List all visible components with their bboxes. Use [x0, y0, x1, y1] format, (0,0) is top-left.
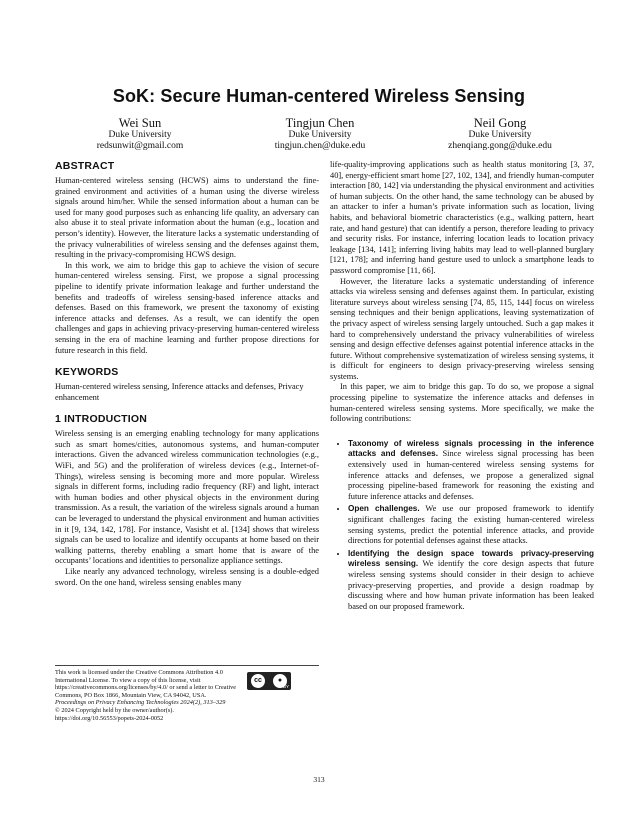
- author-email: zhenqiang.gong@duke.edu: [448, 141, 552, 151]
- author-name: Neil Gong: [473, 116, 527, 130]
- abstract-paragraph-1: Human-centered wireless sensing (HCWS) aims to understand the fine-grained environment and activities of a human using the diverse wireless signals around him/her. While the sensed information about a human can be used for many good purposes such as enhancing life quality, an adversary can also abuse it to steal private information about the human (e.g., location and person’s identity). However, the literature lacks a systematic understanding of the privacy vulnerabilities of wireless sensing and the defenses against them, resulting in the privacy-compromising HCWS design.: [55, 176, 319, 260]
- cc-by-license-icon: [247, 672, 291, 690]
- author-email: redsunwit@gmail.com: [96, 141, 184, 151]
- page-number: 313: [313, 775, 325, 784]
- contribution-text: Since wireless signal processing has been extensively used in human-centered wireless sensing systems for inference attacks and defenses, we propose a generalized signal processing pipeline-based framework for reasoning the existing and future inference attacks and defenses.: [348, 449, 594, 501]
- abstract-paragraph-2: In this work, we aim to bridge this gap to achieve the vision of secure human-centered wireless sensing. First, we propose a signal processing pipeline to identify private information leakage and further understand the benefits and tradeoffs of wireless sensing-based inference attacks and defenses. Based on this framework, we present the taxonomy of existing inference attacks and defenses. As a result, we can identify the open challenges and gaps in achieving privacy-preserving human-centered wireless sensing in the era of machine learning and further propose directions for future research in this field.: [55, 260, 319, 355]
- author-email: tingjun.chen@duke.edu: [274, 141, 366, 151]
- contribution-text: We use our proposed framework to identify significant challenges facing the existing human-centered wireless sensing systems, predict the potential inference attacks, and provide directions for potential defenses against these attacks.: [348, 504, 595, 546]
- contribution-title: Identifying the design space towards privacy-preserving wireless sensing.: [348, 548, 594, 569]
- contribution-title: Taxonomy of wireless signals processing in the inference attacks and defenses.: [348, 438, 594, 459]
- author-2: [230, 116, 410, 152]
- author-name: Tingjun Chen: [285, 116, 355, 130]
- doi-link[interactable]: https://doi.org/10.56553/popets-2024-0052: [55, 714, 164, 722]
- license-footnote: [55, 665, 319, 722]
- author-affiliation: Duke University: [468, 130, 532, 140]
- abstract-heading: ABSTRACT: [55, 160, 115, 172]
- proceedings-line: Proceedings on Privacy Enhancing Technologies 2024(2), 313–329: [55, 699, 226, 707]
- intro-paragraph-1: Wireless sensing is an emerging enabling technology for many applications such as smart homes/cities, autonomous systems, and human-computer interactions. Given the advanced wireless communication technologies (e.g., WiFi, and 5G) and the proliferation of wireless devices (e.g., Internet-of-Things), wireless sensing is becoming more and more popular. Wireless signals in different forms, including radio frequency (RF) and light, interact with human bodies and other physical objects in the environment during transmission. As a result, the variation of the wireless signals around a human can be leveraged to understand the physical environment and human activities in it [9, 134, 142, 178]. For instance, Vasisht et al. [134] shows that wireless signals can be used to localize and identify occupants at home based on their walking patterns, thereby enabling a smart home that is aware of the occupants’ locations and identities to personalize appliance settings.: [55, 429, 319, 566]
- list-item: [348, 504, 594, 546]
- right-column: [330, 160, 594, 614]
- author-3: [410, 116, 590, 152]
- intro-paragraph-5: In this paper, we aim to bridge this gap. To do so, we propose a signal processing pipeline to systematize the inference attacks and defenses in human-centered wireless sensing systems. More specifically, we make the following contributions:: [330, 382, 594, 424]
- license-text: This work is licensed under the Creative Commons Attribution 4.0 International License. To view a copy of this license, visit https://creativecommons.org/licenses/by/4.0/ or send a letter to Creative Commons, PO Box 1866, Mountain View, CA 94042, USA.: [55, 669, 237, 699]
- contribution-text: We identify the core design aspects that future wireless sensing systems should consider in their design to achieve privacy-preserving properties, and provide a design roadmap by discussing where and how human private information has been leaked based on our proposed framework.: [348, 559, 594, 611]
- left-column: [55, 160, 319, 588]
- intro-paragraph-2: Like nearly any advanced technology, wireless sensing is a double-edged sword. On the one hand, wireless sensing enables many: [55, 567, 319, 587]
- author-affiliation: Duke University: [108, 130, 172, 140]
- by-label: BY: [282, 684, 289, 690]
- author-affiliation: Duke University: [288, 130, 352, 140]
- paper-title: SoK: Secure Human-centered Wireless Sensing: [112, 86, 526, 106]
- attribution-person-icon: ●: [272, 673, 288, 689]
- list-item: [348, 549, 594, 613]
- list-item: [348, 439, 594, 503]
- cc-icon: cc: [250, 673, 266, 689]
- copyright-line: © 2024 Copyright held by the owner/author(s).: [55, 706, 174, 714]
- author-block: [50, 116, 590, 156]
- keywords-heading: KEYWORDS: [55, 366, 119, 379]
- contributions-list: [330, 439, 594, 613]
- keywords-text: Human-centered wireless sensing, Inference attacks and defenses, Privacy enhancement: [55, 382, 304, 402]
- contribution-title: Open challenges.: [348, 504, 420, 514]
- introduction-heading: 1 INTRODUCTION: [55, 413, 148, 426]
- author-1: [50, 116, 230, 152]
- author-name: Wei Sun: [118, 116, 162, 130]
- intro-paragraph-4: However, the literature lacks a systematic understanding of inference attacks via wireless sensing and defenses against them. In particular, existing literature surveys about wireless sensing [74, 85, 115, 144] focus on wireless sensing techniques and their benign applications, leaving systematization of the privacy aspect of wireless sensing largely untouched. Such a gap makes it hard to comprehensively understand the privacy vulnerabilities of wireless sensing and design effective defenses against potential inference attacks in the future. Without comprehensive systematization of wireless sensing systems, it is difficult for engineers to design privacy-preserving wireless sensing systems.: [330, 276, 594, 381]
- intro-paragraph-3: life-quality-improving applications such as health status monitoring [3, 37, 40], energy-efficient smart home [27, 102, 134], and friendly human-computer interaction [80, 142] via understanding the physical environment and activities of human subjects. On the other hand, the same technology can be abused by an attacker to infer a human’s private information such as location, living habits, and behavioral biometric characteristics (e.g., walking pattern, heart rate, and hand gesture) that can identify a person, therefore leading to privacy and security risks. For instance, inferring location leads to location privacy leakage [134, 141]; inferring living habits may lead to well-planned burglary [121, 178]; and inferring hand gesture used to unlock a smartphone leads to password compromise [11, 66].: [330, 160, 594, 275]
